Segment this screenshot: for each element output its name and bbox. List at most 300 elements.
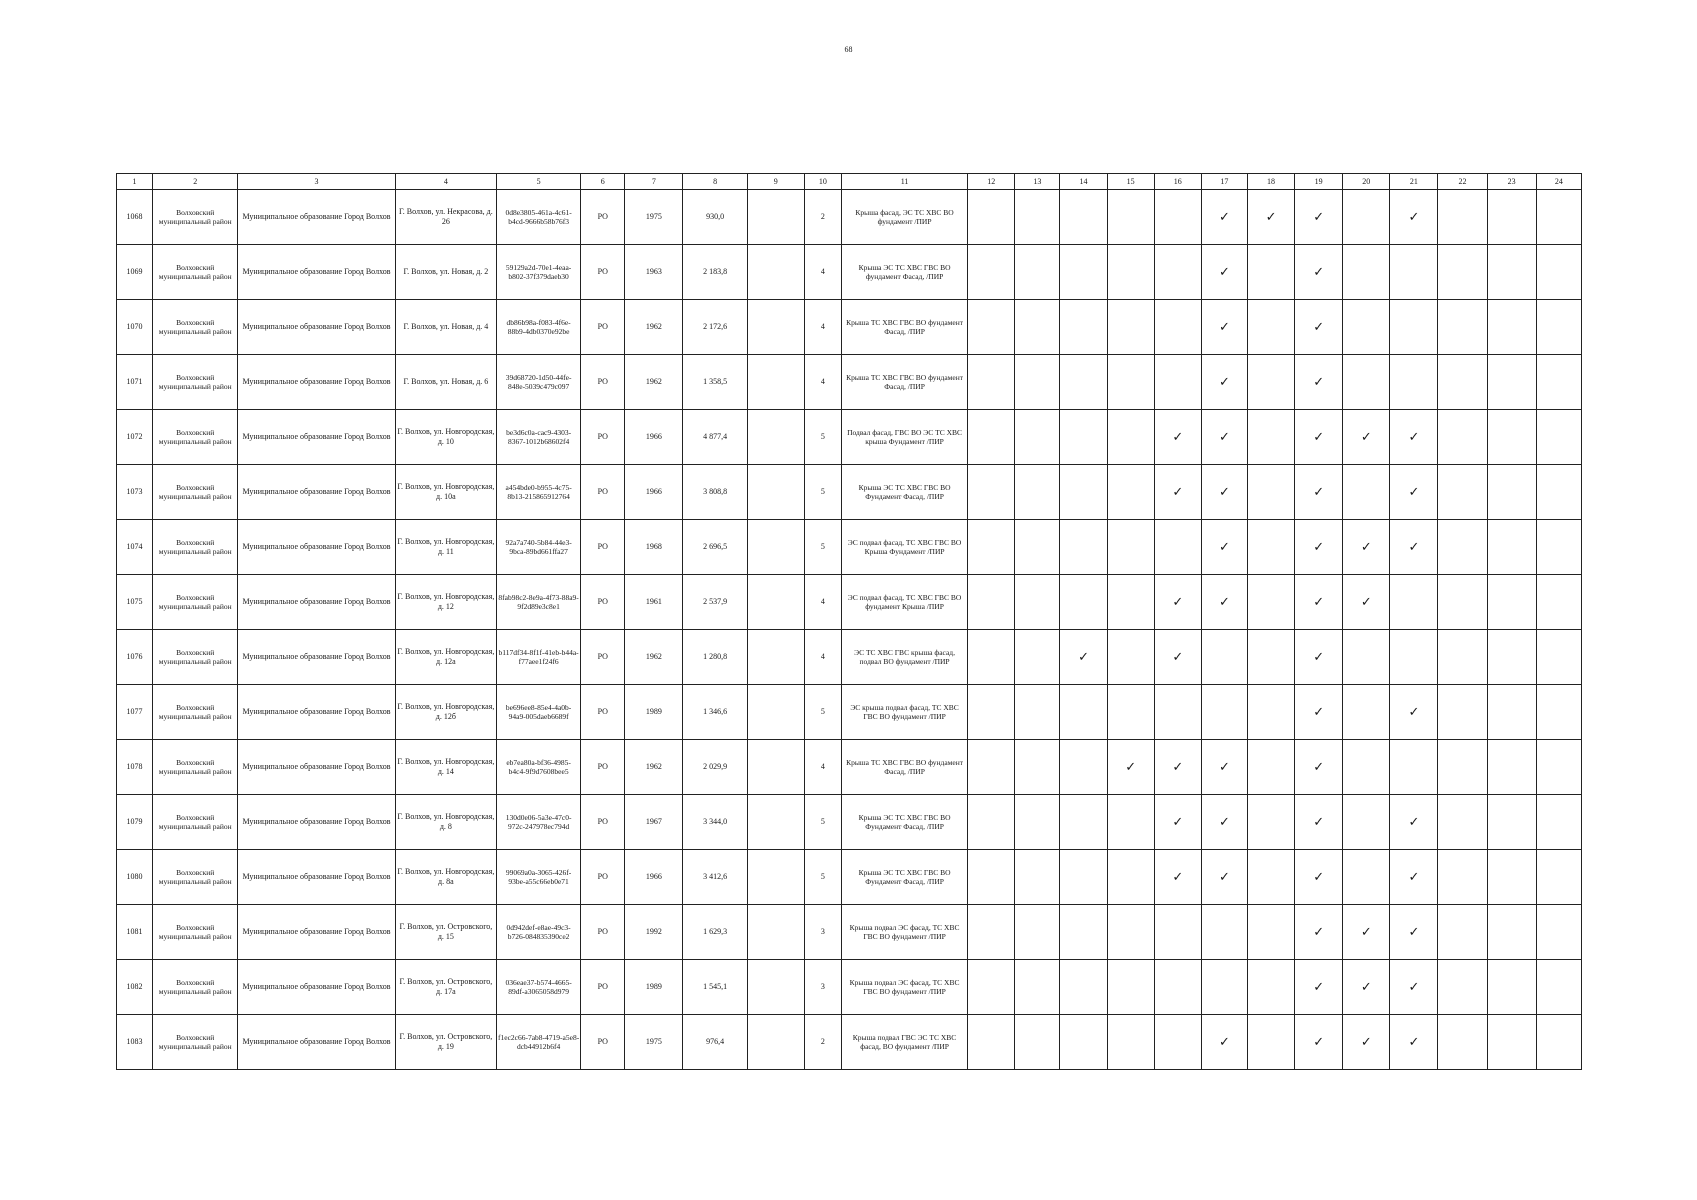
municipality-cell: Муниципальное образование Город Волхов — [238, 1015, 395, 1070]
row-number-cell: 1083 — [117, 1015, 153, 1070]
works-cell: ЭС крыша подвал фасад, ТС ХВС ГВС ВО фундамент /ПИР — [841, 685, 967, 740]
guid-cell: 036eae37-b574-4665-89df-a3065058d979 — [497, 960, 581, 1015]
work-column-19-cell — [1295, 245, 1343, 300]
work-column-12-cell — [968, 740, 1015, 795]
empty-cell — [747, 740, 804, 795]
checkmark-icon: ✓ — [1218, 374, 1230, 390]
district-cell: Волховский муниципальный район — [153, 355, 238, 410]
year-cell: 1989 — [625, 960, 683, 1015]
row-number-cell: 1077 — [117, 685, 153, 740]
column-number-cell: 3 — [238, 174, 395, 190]
work-column-17-cell — [1201, 465, 1247, 520]
municipality-cell: Муниципальное образование Город Волхов — [238, 520, 395, 575]
district-cell: Волховский муниципальный район — [153, 300, 238, 355]
work-column-18-cell — [1247, 630, 1294, 685]
checkmark-icon: ✓ — [1360, 539, 1372, 555]
checkmark-icon: ✓ — [1313, 924, 1325, 940]
municipality-cell: Муниципальное образование Город Волхов — [238, 245, 395, 300]
row-number-cell: 1074 — [117, 520, 153, 575]
checkmark-icon: ✓ — [1360, 594, 1372, 610]
work-column-12-cell — [968, 630, 1015, 685]
work-column-21-cell — [1390, 575, 1438, 630]
table-body — [117, 174, 1582, 1070]
floors-cell: 3 — [804, 960, 841, 1015]
checkmark-icon: ✓ — [1408, 869, 1420, 885]
guid-cell: 39d68720-1d50-44fe-848e-5039c479c097 — [497, 355, 581, 410]
work-column-15-cell — [1107, 410, 1154, 465]
work-column-23-cell — [1487, 685, 1536, 740]
checkmark-icon: ✓ — [1218, 484, 1230, 500]
work-column-14-cell — [1060, 905, 1107, 960]
work-column-12-cell — [968, 300, 1015, 355]
work-column-18-cell — [1247, 465, 1294, 520]
municipality-cell: Муниципальное образование Город Волхов — [238, 355, 395, 410]
work-column-16-cell — [1154, 465, 1201, 520]
table-row — [117, 465, 1582, 520]
type-cell: РО — [581, 685, 625, 740]
work-column-21-cell — [1390, 850, 1438, 905]
work-column-21-cell — [1390, 905, 1438, 960]
checkmark-icon: ✓ — [1218, 1034, 1230, 1050]
work-column-18-cell — [1247, 685, 1294, 740]
work-column-12-cell — [968, 465, 1015, 520]
column-number-cell: 2 — [153, 174, 238, 190]
checkmark-icon: ✓ — [1408, 1034, 1420, 1050]
year-cell: 1966 — [625, 465, 683, 520]
work-column-12-cell — [968, 685, 1015, 740]
address-cell: Г. Волхов, ул. Новая, д. 6 — [395, 355, 496, 410]
work-column-23-cell — [1487, 740, 1536, 795]
row-number-cell: 1072 — [117, 410, 153, 465]
work-column-18-cell — [1247, 245, 1294, 300]
work-column-22-cell — [1438, 905, 1487, 960]
column-number-cell: 18 — [1247, 174, 1294, 190]
year-cell: 1975 — [625, 190, 683, 245]
work-column-22-cell — [1438, 795, 1487, 850]
work-column-22-cell — [1438, 410, 1487, 465]
column-number-cell: 20 — [1343, 174, 1390, 190]
floors-cell: 4 — [804, 245, 841, 300]
guid-cell: be3d6c0a-cac9-4303-8367-1012b68602f4 — [497, 410, 581, 465]
work-column-16-cell — [1154, 795, 1201, 850]
work-column-14-cell — [1060, 630, 1107, 685]
year-cell: 1989 — [625, 685, 683, 740]
checkmark-icon: ✓ — [1313, 374, 1325, 390]
year-cell: 1961 — [625, 575, 683, 630]
empty-cell — [747, 630, 804, 685]
area-cell: 1 346,6 — [683, 685, 747, 740]
work-column-14-cell — [1060, 740, 1107, 795]
floors-cell: 5 — [804, 410, 841, 465]
works-cell: ЭС подвал фасад, ТС ХВС ГВС ВО фундамент Крыша /ПИР — [841, 575, 967, 630]
row-number-cell: 1068 — [117, 190, 153, 245]
address-cell: Г. Волхов, ул. Новгородская, д. 8а — [395, 850, 496, 905]
work-column-18-cell — [1247, 520, 1294, 575]
work-column-24-cell — [1536, 575, 1581, 630]
empty-cell — [747, 685, 804, 740]
work-column-17-cell — [1201, 850, 1247, 905]
work-column-17-cell — [1201, 355, 1247, 410]
checkmark-icon: ✓ — [1408, 924, 1420, 940]
work-column-21-cell — [1390, 355, 1438, 410]
work-column-20-cell — [1343, 630, 1390, 685]
column-number-cell: 6 — [581, 174, 625, 190]
work-column-24-cell — [1536, 795, 1581, 850]
work-column-22-cell — [1438, 245, 1487, 300]
work-column-16-cell — [1154, 575, 1201, 630]
municipality-cell: Муниципальное образование Город Волхов — [238, 905, 395, 960]
empty-cell — [747, 245, 804, 300]
work-column-14-cell — [1060, 190, 1107, 245]
column-number-cell: 10 — [804, 174, 841, 190]
work-column-12-cell — [968, 520, 1015, 575]
work-column-14-cell — [1060, 575, 1107, 630]
table-row — [117, 795, 1582, 850]
works-cell: Крыша ЭС ТС ХВС ГВС ВО фундамент Фасад, /ПИР — [841, 245, 967, 300]
works-cell: Крыша ЭС ТС ХВС ГВС ВО Фундамент Фасад, /ПИР — [841, 465, 967, 520]
work-column-18-cell — [1247, 1015, 1294, 1070]
work-column-18-cell — [1247, 355, 1294, 410]
work-column-14-cell — [1060, 795, 1107, 850]
row-number-cell: 1081 — [117, 905, 153, 960]
type-cell: РО — [581, 905, 625, 960]
checkmark-icon: ✓ — [1218, 429, 1230, 445]
checkmark-icon: ✓ — [1408, 209, 1420, 225]
floors-cell: 5 — [804, 850, 841, 905]
checkmark-icon: ✓ — [1218, 869, 1230, 885]
district-cell: Волховский муниципальный район — [153, 190, 238, 245]
work-column-22-cell — [1438, 465, 1487, 520]
district-cell: Волховский муниципальный район — [153, 245, 238, 300]
checkmark-icon: ✓ — [1172, 814, 1184, 830]
work-column-20-cell — [1343, 245, 1390, 300]
municipality-cell: Муниципальное образование Город Волхов — [238, 795, 395, 850]
checkmark-icon: ✓ — [1172, 594, 1184, 610]
work-column-23-cell — [1487, 630, 1536, 685]
work-column-23-cell — [1487, 245, 1536, 300]
column-number-cell: 9 — [747, 174, 804, 190]
work-column-24-cell — [1536, 355, 1581, 410]
work-column-17-cell — [1201, 1015, 1247, 1070]
work-column-24-cell — [1536, 245, 1581, 300]
work-column-24-cell — [1536, 960, 1581, 1015]
work-column-16-cell — [1154, 520, 1201, 575]
work-column-13-cell — [1015, 300, 1060, 355]
work-column-15-cell — [1107, 905, 1154, 960]
work-column-15-cell — [1107, 300, 1154, 355]
area-cell: 930,0 — [683, 190, 747, 245]
work-column-15-cell — [1107, 465, 1154, 520]
work-column-16-cell — [1154, 1015, 1201, 1070]
work-column-15-cell — [1107, 850, 1154, 905]
address-cell: Г. Волхов, ул. Новгородская, д. 12а — [395, 630, 496, 685]
work-column-16-cell — [1154, 190, 1201, 245]
guid-cell: b117df34-8f1f-41eb-b44a-f77aee1f24f6 — [497, 630, 581, 685]
empty-cell — [747, 1015, 804, 1070]
district-cell: Волховский муниципальный район — [153, 575, 238, 630]
checkmark-icon: ✓ — [1360, 924, 1372, 940]
year-cell: 1968 — [625, 520, 683, 575]
work-column-17-cell — [1201, 520, 1247, 575]
district-cell: Волховский муниципальный район — [153, 795, 238, 850]
floors-cell: 4 — [804, 355, 841, 410]
work-column-22-cell — [1438, 630, 1487, 685]
address-cell: Г. Волхов, ул. Новая, д. 4 — [395, 300, 496, 355]
district-cell: Волховский муниципальный район — [153, 520, 238, 575]
work-column-18-cell — [1247, 410, 1294, 465]
works-cell: Подвал фасад, ГВС ВО ЭС ТС ХВС крыша Фундамент /ПИР — [841, 410, 967, 465]
column-number-cell: 15 — [1107, 174, 1154, 190]
table-row — [117, 245, 1582, 300]
address-cell: Г. Волхов, ул. Островского, д. 19 — [395, 1015, 496, 1070]
municipality-cell: Муниципальное образование Город Волхов — [238, 575, 395, 630]
district-cell: Волховский муниципальный район — [153, 850, 238, 905]
checkmark-icon: ✓ — [1408, 484, 1420, 500]
work-column-16-cell — [1154, 245, 1201, 300]
works-cell: Крыша ТС ХВС ГВС ВО фундамент Фасад, /ПИР — [841, 355, 967, 410]
checkmark-icon: ✓ — [1218, 539, 1230, 555]
work-column-16-cell — [1154, 685, 1201, 740]
work-column-20-cell — [1343, 300, 1390, 355]
work-column-20-cell — [1343, 190, 1390, 245]
empty-cell — [747, 795, 804, 850]
work-column-19-cell — [1295, 520, 1343, 575]
year-cell: 1962 — [625, 740, 683, 795]
checkmark-icon: ✓ — [1313, 979, 1325, 995]
work-column-23-cell — [1487, 410, 1536, 465]
district-cell: Волховский муниципальный район — [153, 685, 238, 740]
empty-cell — [747, 960, 804, 1015]
work-column-23-cell — [1487, 520, 1536, 575]
column-number-cell: 8 — [683, 174, 747, 190]
guid-cell: a454bde0-b955-4c75-8b13-215865912764 — [497, 465, 581, 520]
work-column-13-cell — [1015, 520, 1060, 575]
work-column-18-cell — [1247, 740, 1294, 795]
work-column-19-cell — [1295, 905, 1343, 960]
work-column-21-cell — [1390, 520, 1438, 575]
floors-cell: 4 — [804, 740, 841, 795]
work-column-15-cell — [1107, 520, 1154, 575]
year-cell: 1966 — [625, 850, 683, 905]
year-cell: 1962 — [625, 300, 683, 355]
work-column-18-cell — [1247, 795, 1294, 850]
guid-cell: 59129a2d-70e1-4eaa-b802-37f379daeb30 — [497, 245, 581, 300]
table-row — [117, 960, 1582, 1015]
work-column-17-cell — [1201, 575, 1247, 630]
municipality-cell: Муниципальное образование Город Волхов — [238, 465, 395, 520]
work-column-22-cell — [1438, 850, 1487, 905]
address-cell: Г. Волхов, ул. Некрасова, д. 26 — [395, 190, 496, 245]
work-column-21-cell — [1390, 1015, 1438, 1070]
table-row — [117, 905, 1582, 960]
work-column-12-cell — [968, 960, 1015, 1015]
work-column-16-cell — [1154, 410, 1201, 465]
row-number-cell: 1082 — [117, 960, 153, 1015]
checkmark-icon: ✓ — [1218, 264, 1230, 280]
empty-cell — [747, 190, 804, 245]
work-column-21-cell — [1390, 190, 1438, 245]
work-column-21-cell — [1390, 300, 1438, 355]
checkmark-icon: ✓ — [1313, 814, 1325, 830]
type-cell: РО — [581, 850, 625, 905]
type-cell: РО — [581, 575, 625, 630]
work-column-17-cell — [1201, 795, 1247, 850]
checkmark-icon: ✓ — [1218, 759, 1230, 775]
area-cell: 2 183,8 — [683, 245, 747, 300]
type-cell: РО — [581, 300, 625, 355]
type-cell: РО — [581, 465, 625, 520]
work-column-18-cell — [1247, 300, 1294, 355]
area-cell: 1 545,1 — [683, 960, 747, 1015]
year-cell: 1966 — [625, 410, 683, 465]
work-column-24-cell — [1536, 190, 1581, 245]
type-cell: РО — [581, 410, 625, 465]
checkmark-icon: ✓ — [1313, 649, 1325, 665]
work-column-13-cell — [1015, 410, 1060, 465]
work-column-16-cell — [1154, 960, 1201, 1015]
municipality-cell: Муниципальное образование Город Волхов — [238, 190, 395, 245]
checkmark-icon: ✓ — [1172, 429, 1184, 445]
work-column-17-cell — [1201, 740, 1247, 795]
page-number: 68 — [844, 45, 853, 54]
checkmark-icon: ✓ — [1265, 209, 1277, 225]
column-number-row — [117, 174, 1582, 190]
year-cell: 1963 — [625, 245, 683, 300]
row-number-cell: 1069 — [117, 245, 153, 300]
work-column-23-cell — [1487, 355, 1536, 410]
work-column-18-cell — [1247, 960, 1294, 1015]
work-column-21-cell — [1390, 465, 1438, 520]
work-column-13-cell — [1015, 850, 1060, 905]
work-column-17-cell — [1201, 630, 1247, 685]
municipality-cell: Муниципальное образование Город Волхов — [238, 685, 395, 740]
work-column-19-cell — [1295, 575, 1343, 630]
work-column-21-cell — [1390, 795, 1438, 850]
row-number-cell: 1079 — [117, 795, 153, 850]
work-column-20-cell — [1343, 1015, 1390, 1070]
work-column-12-cell — [968, 795, 1015, 850]
checkmark-icon: ✓ — [1172, 869, 1184, 885]
floors-cell: 5 — [804, 520, 841, 575]
district-cell: Волховский муниципальный район — [153, 410, 238, 465]
work-column-20-cell — [1343, 355, 1390, 410]
guid-cell: eb7ea80a-bf36-4985-b4c4-9f9d7608bee5 — [497, 740, 581, 795]
checkmark-icon: ✓ — [1218, 814, 1230, 830]
guid-cell: db86b98a-f083-4f6e-88b9-4db0370e92be — [497, 300, 581, 355]
area-cell: 3 412,6 — [683, 850, 747, 905]
work-column-13-cell — [1015, 355, 1060, 410]
work-column-22-cell — [1438, 575, 1487, 630]
checkmark-icon: ✓ — [1360, 429, 1372, 445]
area-cell: 2 029,9 — [683, 740, 747, 795]
area-cell: 3 344,0 — [683, 795, 747, 850]
work-column-16-cell — [1154, 630, 1201, 685]
municipality-cell: Муниципальное образование Город Волхов — [238, 630, 395, 685]
checkmark-icon: ✓ — [1408, 539, 1420, 555]
checkmark-icon: ✓ — [1313, 869, 1325, 885]
row-number-cell: 1075 — [117, 575, 153, 630]
type-cell: РО — [581, 960, 625, 1015]
guid-cell: 130d0e06-5a3e-47c0-972c-247978ec794d — [497, 795, 581, 850]
work-column-13-cell — [1015, 190, 1060, 245]
work-column-14-cell — [1060, 1015, 1107, 1070]
work-column-20-cell — [1343, 575, 1390, 630]
checkmark-icon: ✓ — [1172, 759, 1184, 775]
table-row — [117, 300, 1582, 355]
district-cell: Волховский муниципальный район — [153, 960, 238, 1015]
work-column-23-cell — [1487, 465, 1536, 520]
column-number-cell: 14 — [1060, 174, 1107, 190]
year-cell: 1992 — [625, 905, 683, 960]
work-column-16-cell — [1154, 905, 1201, 960]
work-column-20-cell — [1343, 685, 1390, 740]
work-column-21-cell — [1390, 630, 1438, 685]
district-cell: Волховский муниципальный район — [153, 905, 238, 960]
work-column-15-cell — [1107, 355, 1154, 410]
work-column-19-cell — [1295, 740, 1343, 795]
work-column-14-cell — [1060, 245, 1107, 300]
type-cell: РО — [581, 190, 625, 245]
checkmark-icon: ✓ — [1218, 209, 1230, 225]
work-column-24-cell — [1536, 300, 1581, 355]
checkmark-icon: ✓ — [1313, 704, 1325, 720]
housing-register-table — [116, 173, 1582, 1070]
work-column-15-cell — [1107, 245, 1154, 300]
work-column-12-cell — [968, 1015, 1015, 1070]
address-cell: Г. Волхов, ул. Новгородская, д. 12 — [395, 575, 496, 630]
work-column-14-cell — [1060, 850, 1107, 905]
guid-cell: 92a7a740-5b84-44e3-9bca-89bd661ffa27 — [497, 520, 581, 575]
work-column-19-cell — [1295, 1015, 1343, 1070]
municipality-cell: Муниципальное образование Город Волхов — [238, 850, 395, 905]
work-column-15-cell — [1107, 630, 1154, 685]
work-column-15-cell — [1107, 795, 1154, 850]
work-column-14-cell — [1060, 685, 1107, 740]
checkmark-icon: ✓ — [1313, 759, 1325, 775]
work-column-20-cell — [1343, 740, 1390, 795]
address-cell: Г. Волхов, ул. Новгородская, д. 10а — [395, 465, 496, 520]
row-number-cell: 1078 — [117, 740, 153, 795]
works-cell: Крыша фасад, ЭС ТС ХВС ВО фундамент /ПИР — [841, 190, 967, 245]
work-column-22-cell — [1438, 190, 1487, 245]
table-row — [117, 520, 1582, 575]
table-row — [117, 1015, 1582, 1070]
work-column-19-cell — [1295, 850, 1343, 905]
work-column-12-cell — [968, 410, 1015, 465]
work-column-20-cell — [1343, 520, 1390, 575]
floors-cell: 4 — [804, 575, 841, 630]
column-number-cell: 19 — [1295, 174, 1343, 190]
row-number-cell: 1080 — [117, 850, 153, 905]
address-cell: Г. Волхов, ул. Новгородская, д. 10 — [395, 410, 496, 465]
checkmark-icon: ✓ — [1408, 429, 1420, 445]
table-row — [117, 850, 1582, 905]
checkmark-icon: ✓ — [1313, 209, 1325, 225]
work-column-13-cell — [1015, 685, 1060, 740]
work-column-15-cell — [1107, 740, 1154, 795]
work-column-18-cell — [1247, 905, 1294, 960]
work-column-12-cell — [968, 575, 1015, 630]
district-cell: Волховский муниципальный район — [153, 465, 238, 520]
works-cell: Крыша ТС ХВС ГВС ВО фундамент Фасад, /ПИР — [841, 740, 967, 795]
work-column-24-cell — [1536, 520, 1581, 575]
work-column-12-cell — [968, 850, 1015, 905]
column-number-cell: 21 — [1390, 174, 1438, 190]
work-column-16-cell — [1154, 740, 1201, 795]
checkmark-icon: ✓ — [1172, 484, 1184, 500]
work-column-20-cell — [1343, 905, 1390, 960]
work-column-14-cell — [1060, 410, 1107, 465]
